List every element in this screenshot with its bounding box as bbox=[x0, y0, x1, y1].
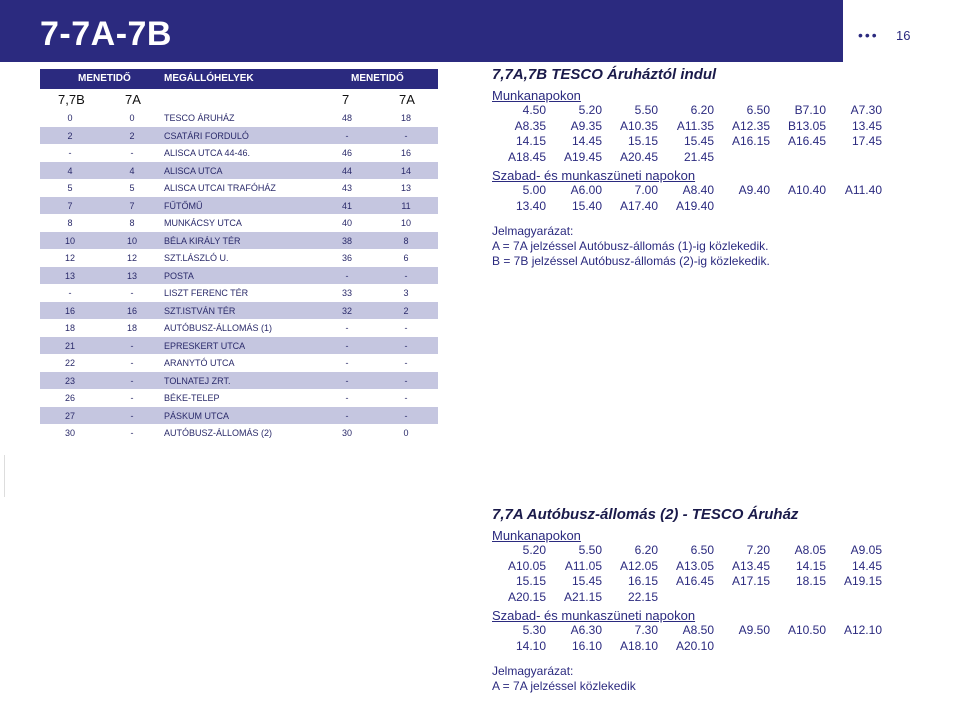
cell-time-c: - bbox=[345, 130, 349, 141]
cell-stop-name: ALISCA UTCAI TRAFÓHÁZ bbox=[164, 183, 276, 193]
departure-time: 6.20 bbox=[634, 543, 658, 557]
cell-time-b: - bbox=[130, 358, 134, 368]
departure-row bbox=[492, 639, 932, 655]
departure-row bbox=[492, 103, 932, 119]
cell-time-a: 16 bbox=[64, 305, 75, 316]
margin-line bbox=[4, 455, 5, 497]
cell-time-a: 22 bbox=[64, 358, 75, 368]
departure-time: 6.20 bbox=[690, 103, 714, 117]
cell-time-b: - bbox=[130, 410, 134, 421]
cell-time-d: - bbox=[404, 130, 408, 141]
section2-title: 7,7A Autóbusz-állomás (2) - TESCO Áruház bbox=[492, 506, 799, 523]
section1-holiday-label: Szabad- és munkaszüneti napokon bbox=[492, 168, 696, 183]
departure-time: A16.45 bbox=[675, 574, 714, 588]
table-row bbox=[40, 354, 438, 372]
departure-row bbox=[492, 574, 932, 590]
cell-time-c: 43 bbox=[341, 183, 352, 193]
table-row bbox=[40, 197, 438, 215]
table-row bbox=[40, 424, 438, 442]
cell-time-b: - bbox=[130, 375, 134, 386]
table-row bbox=[40, 179, 438, 197]
departure-time: A17.15 bbox=[731, 574, 770, 588]
header-right-time: MENETIDŐ bbox=[351, 73, 404, 84]
departure-time: 15.45 bbox=[683, 134, 714, 148]
cell-time-d: 18 bbox=[400, 113, 411, 123]
cell-time-a: 26 bbox=[64, 393, 75, 403]
table-row bbox=[40, 162, 438, 180]
departure-row bbox=[492, 559, 932, 575]
cell-stop-name: AUTÓBUSZ-ÁLLOMÁS (2) bbox=[164, 428, 273, 438]
departure-time: A8.05 bbox=[794, 543, 826, 557]
departure-time: A17.40 bbox=[619, 198, 658, 213]
departure-time: 5.50 bbox=[634, 103, 658, 117]
cell-stop-name: POSTA bbox=[164, 270, 194, 281]
table-body bbox=[40, 109, 438, 442]
cell-time-b: 7 bbox=[129, 200, 135, 211]
departure-time: A13.05 bbox=[675, 558, 714, 573]
departure-time: A18.10 bbox=[619, 638, 658, 653]
departure-time: 14.15 bbox=[795, 558, 826, 573]
departure-time: 15.40 bbox=[571, 198, 602, 213]
departure-time: A7.30 bbox=[850, 103, 882, 117]
cell-time-b: 2 bbox=[129, 130, 135, 141]
cell-time-d: - bbox=[404, 340, 408, 351]
cell-time-c: 40 bbox=[341, 218, 352, 228]
cell-time-d: - bbox=[404, 323, 408, 333]
cell-stop-name: AUTÓBUSZ-ÁLLOMÁS (1) bbox=[164, 323, 273, 333]
cell-time-a: 13 bbox=[64, 270, 75, 281]
departure-time: A10.40 bbox=[787, 183, 826, 197]
cell-time-b: - bbox=[130, 428, 134, 438]
departure-time: 6.50 bbox=[690, 543, 714, 557]
departure-time: A20.10 bbox=[675, 638, 714, 653]
cell-time-a: 23 bbox=[64, 375, 75, 386]
departure-row bbox=[492, 590, 932, 606]
page-title: 7-7A-7B bbox=[40, 15, 172, 53]
cell-time-d: - bbox=[404, 410, 408, 421]
departure-time: A6.00 bbox=[570, 183, 602, 197]
departure-time: 16.15 bbox=[627, 574, 658, 588]
departure-time: A19.40 bbox=[675, 198, 714, 213]
departure-time: 4.50 bbox=[522, 103, 546, 117]
cell-time-a: 21 bbox=[64, 340, 75, 351]
departure-time: A19.45 bbox=[563, 149, 602, 164]
departure-row bbox=[492, 543, 932, 559]
cell-time-b: - bbox=[130, 148, 134, 158]
section1-weekday-times bbox=[492, 103, 932, 165]
cell-time-a: 8 bbox=[67, 218, 73, 228]
section1-legend-line: B = 7B jelzéssel Autóbusz-állomás (2)-ig közlekedik. bbox=[492, 254, 770, 268]
cell-time-a: 5 bbox=[67, 183, 73, 193]
cell-time-b: 8 bbox=[129, 218, 135, 228]
cell-time-b: 5 bbox=[129, 183, 135, 193]
departure-time: 22.15 bbox=[627, 589, 658, 604]
departure-time: A18.45 bbox=[507, 149, 546, 164]
departure-time: 5.20 bbox=[578, 103, 602, 117]
cell-time-c: 38 bbox=[341, 235, 352, 246]
departure-time: 5.00 bbox=[522, 183, 546, 197]
cell-stop-name: BÉLA KIRÁLY TÉR bbox=[164, 235, 241, 246]
cell-stop-name: BÉKE-TELEP bbox=[164, 393, 220, 403]
section1-weekday-label: Munkanapokon bbox=[492, 88, 581, 103]
cell-time-d: 0 bbox=[403, 428, 409, 438]
cell-time-d: - bbox=[404, 393, 408, 403]
section1-holiday-times bbox=[492, 183, 932, 214]
section1-legend-title: Jelmagyarázat: bbox=[492, 224, 574, 238]
cell-time-c: - bbox=[345, 323, 349, 333]
cell-stop-name: TOLNATEJ ZRT. bbox=[164, 375, 231, 386]
departure-time: A8.35 bbox=[514, 118, 546, 133]
cell-time-b: - bbox=[130, 393, 134, 403]
subheader-route-b: 7A bbox=[125, 92, 141, 107]
cell-time-a: - bbox=[68, 288, 72, 298]
departure-time: A9.05 bbox=[850, 543, 882, 557]
table-row bbox=[40, 144, 438, 162]
cell-time-a: 12 bbox=[64, 253, 75, 263]
cell-stop-name: CSATÁRI FORDULÓ bbox=[164, 130, 249, 141]
cell-time-c: 33 bbox=[341, 288, 352, 298]
departure-time: 14.45 bbox=[571, 134, 602, 148]
cell-time-a: 2 bbox=[67, 130, 73, 141]
table-row bbox=[40, 127, 438, 145]
departure-time: 7.00 bbox=[634, 183, 658, 197]
page-number: 16 bbox=[896, 28, 911, 43]
cell-time-b: 0 bbox=[129, 113, 135, 123]
cell-time-d: 14 bbox=[400, 165, 411, 176]
cell-stop-name: LISZT FERENC TÉR bbox=[164, 288, 249, 298]
cell-stop-name: SZT.ISTVÁN TÉR bbox=[164, 305, 236, 316]
departure-row bbox=[492, 119, 932, 135]
departure-time: A12.05 bbox=[619, 558, 658, 573]
departure-time: A16.45 bbox=[787, 134, 826, 148]
cell-stop-name: EPRESKERT UTCA bbox=[164, 340, 246, 351]
departure-time: 6.50 bbox=[746, 103, 770, 117]
departure-time: A10.50 bbox=[787, 623, 826, 637]
departure-time: 13.45 bbox=[851, 118, 882, 133]
cell-time-c: - bbox=[345, 375, 349, 386]
cell-time-c: - bbox=[345, 410, 349, 421]
cell-time-d: - bbox=[404, 358, 408, 368]
section2-weekday-label: Munkanapokon bbox=[492, 528, 581, 543]
cell-stop-name: FŰTŐMŰ bbox=[164, 200, 203, 211]
cell-time-c: - bbox=[345, 393, 349, 403]
table-row bbox=[40, 214, 438, 232]
departure-time: 14.15 bbox=[515, 134, 546, 148]
departure-time: B7.10 bbox=[794, 103, 826, 117]
departure-time: 7.20 bbox=[746, 543, 770, 557]
cell-stop-name: ALISCA UTCA bbox=[164, 165, 223, 176]
cell-time-b: 4 bbox=[129, 165, 135, 176]
table-row bbox=[40, 109, 438, 127]
departure-time: 14.45 bbox=[851, 558, 882, 573]
departure-time: 5.50 bbox=[578, 543, 602, 557]
departure-time: A10.35 bbox=[619, 118, 658, 133]
departure-time: A21.15 bbox=[563, 589, 602, 604]
departure-time: B13.05 bbox=[787, 118, 826, 133]
departure-time: 15.15 bbox=[627, 134, 658, 148]
section-station-departures bbox=[492, 506, 932, 694]
section1-title: 7,7A,7B TESCO Áruháztól indul bbox=[492, 66, 717, 83]
table-row bbox=[40, 232, 438, 250]
departure-time: A11.35 bbox=[676, 118, 714, 133]
departure-time: A9.40 bbox=[738, 183, 770, 197]
table-row bbox=[40, 249, 438, 267]
cell-time-b: 12 bbox=[126, 253, 137, 263]
departure-time: A11.05 bbox=[564, 558, 602, 573]
header-dots: ••• bbox=[858, 27, 879, 43]
departure-time: A9.50 bbox=[738, 623, 770, 637]
section1-legend-line: A = 7A jelzéssel Autóbusz-állomás (1)-ig közlekedik. bbox=[492, 239, 769, 253]
cell-time-d: 2 bbox=[403, 305, 409, 316]
cell-stop-name: SZT.LÁSZLÓ U. bbox=[164, 253, 229, 263]
departure-row bbox=[492, 183, 932, 199]
cell-stop-name: TESCO ÁRUHÁZ bbox=[164, 113, 235, 123]
departure-row bbox=[492, 623, 932, 639]
page-header bbox=[0, 0, 960, 62]
section-tesco-departures bbox=[492, 66, 932, 269]
departure-time: A10.05 bbox=[507, 558, 546, 573]
cell-time-b: 13 bbox=[126, 270, 137, 281]
departure-time: 21.45 bbox=[683, 149, 714, 164]
departure-time: A11.40 bbox=[844, 183, 882, 197]
cell-time-d: 11 bbox=[401, 200, 411, 211]
cell-time-c: 48 bbox=[341, 113, 352, 123]
cell-time-d: 3 bbox=[403, 288, 409, 298]
cell-time-b: - bbox=[130, 288, 134, 298]
table-row bbox=[40, 284, 438, 302]
table-row bbox=[40, 389, 438, 407]
table-row bbox=[40, 407, 438, 425]
cell-time-b: 10 bbox=[126, 235, 137, 246]
table-row bbox=[40, 302, 438, 320]
cell-time-d: 10 bbox=[400, 218, 411, 228]
departure-time: A20.15 bbox=[507, 589, 546, 604]
cell-time-d: - bbox=[404, 270, 408, 281]
cell-time-d: 6 bbox=[403, 253, 409, 263]
cell-time-c: 44 bbox=[341, 165, 352, 176]
cell-time-c: 32 bbox=[341, 305, 352, 316]
cell-time-c: 36 bbox=[341, 253, 352, 263]
cell-stop-name: PÁSKUM UTCA bbox=[164, 410, 230, 421]
departure-time: 13.40 bbox=[515, 198, 546, 213]
table-row bbox=[40, 319, 438, 337]
cell-time-d: 13 bbox=[400, 183, 411, 193]
section2-holiday-times bbox=[492, 623, 932, 654]
departure-time: A6.30 bbox=[570, 623, 602, 637]
stops-table bbox=[40, 69, 438, 442]
departure-time: 7.30 bbox=[634, 623, 658, 637]
cell-time-a: - bbox=[68, 148, 72, 158]
table-row bbox=[40, 372, 438, 390]
cell-time-c: 46 bbox=[341, 148, 352, 158]
section2-weekday-times bbox=[492, 543, 932, 605]
section2-legend-title: Jelmagyarázat: bbox=[492, 664, 574, 678]
cell-time-a: 10 bbox=[64, 235, 75, 246]
departure-row bbox=[492, 150, 932, 166]
departure-time: A8.40 bbox=[682, 183, 714, 197]
departure-time: A8.50 bbox=[682, 623, 714, 637]
departure-time: 15.45 bbox=[571, 574, 602, 588]
section2-holiday-label: Szabad- és munkaszüneti napokon bbox=[492, 608, 696, 623]
cell-time-d: 8 bbox=[403, 235, 409, 246]
departure-time: 18.15 bbox=[795, 574, 826, 588]
departure-time: A9.35 bbox=[570, 118, 602, 133]
departure-time: A20.45 bbox=[619, 149, 658, 164]
departure-time: 5.30 bbox=[522, 623, 546, 637]
cell-time-d: 16 bbox=[400, 148, 411, 158]
departure-time: A12.35 bbox=[731, 118, 770, 133]
departure-time: 17.45 bbox=[851, 134, 882, 148]
subheader-route-d: 7A bbox=[399, 92, 415, 107]
cell-time-b: - bbox=[130, 340, 134, 351]
cell-time-c: - bbox=[345, 340, 349, 351]
departure-row bbox=[492, 199, 932, 215]
cell-time-c: - bbox=[345, 270, 349, 281]
departure-time: A16.15 bbox=[731, 134, 770, 148]
cell-time-a: 18 bbox=[64, 323, 75, 333]
cell-time-a: 0 bbox=[67, 113, 73, 123]
cell-time-b: 16 bbox=[126, 305, 137, 316]
cell-time-d: - bbox=[404, 375, 408, 386]
departure-time: 5.20 bbox=[522, 543, 546, 557]
departure-time: 15.15 bbox=[515, 574, 546, 588]
cell-time-b: 18 bbox=[126, 323, 137, 333]
table-row bbox=[40, 267, 438, 285]
cell-stop-name: ARANYTÓ UTCA bbox=[164, 358, 235, 368]
table-row bbox=[40, 337, 438, 355]
header-stops: MEGÁLLÓHELYEK bbox=[164, 73, 254, 84]
cell-time-a: 7 bbox=[67, 200, 73, 211]
header-left-time: MENETIDŐ bbox=[78, 73, 131, 84]
subheader-route-a: 7,7B bbox=[58, 92, 85, 107]
departure-time: 16.10 bbox=[571, 638, 602, 653]
cell-stop-name: MUNKÁCSY UTCA bbox=[164, 218, 242, 228]
cell-time-a: 27 bbox=[64, 410, 75, 421]
departure-time: A19.15 bbox=[843, 574, 882, 588]
departure-row bbox=[492, 134, 932, 150]
departure-time: A12.10 bbox=[843, 623, 882, 637]
table-header bbox=[40, 69, 438, 89]
cell-time-a: 30 bbox=[64, 428, 75, 438]
departure-time: A13.45 bbox=[731, 558, 770, 573]
cell-time-a: 4 bbox=[67, 165, 73, 176]
cell-time-c: 30 bbox=[341, 428, 352, 438]
table-subheader bbox=[40, 89, 438, 109]
section2-legend-line: A = 7A jelzéssel közlekedik bbox=[492, 679, 636, 693]
subheader-route-c: 7 bbox=[342, 92, 350, 107]
cell-time-c: - bbox=[345, 358, 349, 368]
cell-time-c: 41 bbox=[341, 200, 352, 211]
departure-time: 14.10 bbox=[515, 638, 546, 653]
cell-stop-name: ALISCA UTCA 44-46. bbox=[164, 148, 251, 158]
